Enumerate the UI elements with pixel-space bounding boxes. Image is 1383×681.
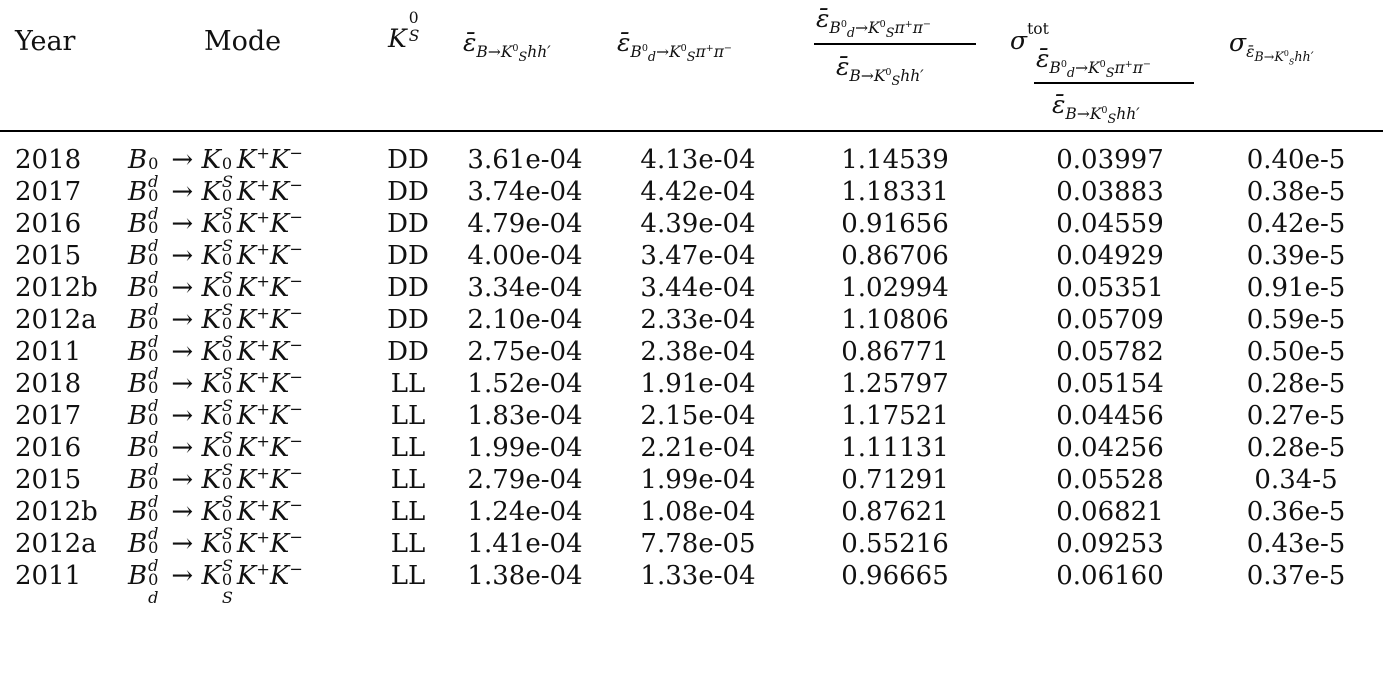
- cell-year: 2016: [15, 209, 82, 239]
- table-row: [0, 271, 1383, 319]
- cell-sigma-tot: 0.04456: [1056, 401, 1164, 431]
- cell-ks: LL: [390, 401, 426, 431]
- cell-ks: LL: [390, 369, 426, 399]
- cell-sigma-tot: 0.04256: [1056, 433, 1164, 463]
- cell-eff-hh: 4.00e-04: [467, 241, 583, 271]
- cell-ks: LL: [390, 529, 426, 559]
- cell-ks: DD: [387, 273, 429, 303]
- cell-ratio: 0.91656: [841, 209, 949, 239]
- header-sigma-tot-numerator: $\varepsilon̄_{B^0_d\to K^0_S\pi^+\pi^-}$: [1036, 44, 1151, 81]
- cell-mode: B 0 d → K 0 S K+K−: [128, 495, 303, 543]
- table-row: [0, 175, 1383, 223]
- cell-mode: B 0 d → K 0 S K+K−: [128, 463, 303, 511]
- cell-mode: B 0 d → K 0 S K+K−: [128, 207, 303, 255]
- cell-year: 2018: [15, 145, 82, 175]
- cell-sigma-eff: 0.39e-5: [1246, 241, 1346, 271]
- header-rule: [0, 130, 1383, 132]
- cell-eff-pipi: 2.21e-04: [640, 433, 756, 463]
- cell-year: 2012b: [15, 497, 98, 527]
- table-row: [0, 431, 1383, 479]
- header-ratio-fraction-bar: [814, 43, 976, 45]
- cell-year: 2015: [15, 241, 82, 271]
- cell-eff-hh: 3.34e-04: [467, 273, 583, 303]
- cell-mode: B 0 d → K 0 S K+K−: [128, 303, 303, 351]
- table-row: [0, 495, 1383, 543]
- cell-sigma-eff: 0.27e-5: [1246, 401, 1346, 431]
- cell-sigma-eff: 0.34-5: [1254, 465, 1338, 495]
- cell-eff-pipi: 2.33e-04: [640, 305, 756, 335]
- header-ratio-numerator: $\varepsilon̄_{B^0_d\to K^0_S\pi^+\pi^-}$: [816, 4, 931, 41]
- cell-eff-pipi: 3.47e-04: [640, 241, 756, 271]
- cell-eff-pipi: 1.91e-04: [640, 369, 756, 399]
- cell-eff-pipi: 4.39e-04: [640, 209, 756, 239]
- cell-eff-hh: 1.24e-04: [467, 497, 583, 527]
- cell-ks: LL: [390, 561, 426, 591]
- cell-sigma-eff: 0.36e-5: [1246, 497, 1346, 527]
- cell-ratio: 1.02994: [841, 273, 949, 303]
- cell-eff-pipi: 2.38e-04: [640, 337, 756, 367]
- cell-mode: B 0 d → K 0 S K+K−: [128, 431, 303, 479]
- cell-year: 2017: [15, 177, 82, 207]
- cell-eff-hh: 4.79e-04: [467, 209, 583, 239]
- cell-eff-hh: 1.38e-04: [467, 561, 583, 591]
- cell-ratio: 1.10806: [841, 305, 949, 335]
- cell-eff-hh: 2.75e-04: [467, 337, 583, 367]
- cell-sigma-eff: 0.50e-5: [1246, 337, 1346, 367]
- cell-eff-hh: 1.52e-04: [467, 369, 583, 399]
- cell-mode: B 0 d → K 0 S K+K−: [128, 239, 303, 287]
- table-row: [0, 527, 1383, 575]
- table-row: [0, 143, 1383, 191]
- table-row: [0, 335, 1383, 383]
- table-row: [0, 303, 1383, 351]
- cell-ks: DD: [387, 177, 429, 207]
- cell-year: 2016: [15, 433, 82, 463]
- cell-sigma-tot: 0.06160: [1056, 561, 1164, 591]
- cell-ratio: 1.14539: [841, 145, 949, 175]
- cell-sigma-eff: 0.38e-5: [1246, 177, 1346, 207]
- cell-eff-hh: 1.99e-04: [467, 433, 583, 463]
- table-row: [0, 559, 1383, 607]
- cell-mode: B 0 d → K 0 S K+K−: [128, 335, 303, 383]
- header-ks: K 0 S: [388, 9, 420, 53]
- cell-year: 2012a: [15, 529, 97, 559]
- header-eff-pipi: $\varepsilon̄_{B^0_d\to K^0_S\pi^+\pi^-}$: [617, 28, 732, 65]
- cell-mode: B 0 d → K 0 S K+K−: [128, 367, 303, 415]
- cell-sigma-tot: 0.04929: [1056, 241, 1164, 271]
- cell-sigma-eff: 0.43e-5: [1246, 529, 1346, 559]
- cell-mode: B 0 d → K 0 S K+K−: [128, 175, 303, 223]
- cell-mode: B 0 d → K 0 S K+K−: [128, 399, 303, 447]
- cell-sigma-tot: 0.05351: [1056, 273, 1164, 303]
- cell-eff-hh: 1.41e-04: [467, 529, 583, 559]
- cell-sigma-tot: 0.05154: [1056, 369, 1164, 399]
- cell-sigma-tot: 0.05782: [1056, 337, 1164, 367]
- header-sigma-eff: $\sigma_{\varepsilon̄_{B\to K^0_Shh'}}$: [1229, 28, 1314, 67]
- cell-ratio: 1.18331: [841, 177, 949, 207]
- header-year: Year: [15, 26, 76, 57]
- cell-ks: LL: [390, 465, 426, 495]
- cell-mode: B 0 d → K 0 S K+K−: [128, 271, 303, 319]
- header-sigma-tot-fraction-bar: [1034, 82, 1194, 84]
- cell-mode: B 0 d → K 0 S K+K−: [128, 559, 303, 607]
- cell-year: 2017: [15, 401, 82, 431]
- cell-sigma-tot: 0.03883: [1056, 177, 1164, 207]
- cell-eff-pipi: 3.44e-04: [640, 273, 756, 303]
- cell-year: 2011: [15, 337, 82, 367]
- cell-eff-pipi: 2.15e-04: [640, 401, 756, 431]
- cell-ks: DD: [387, 209, 429, 239]
- table-row: [0, 399, 1383, 447]
- cell-year: 2011: [15, 561, 82, 591]
- cell-eff-hh: 3.61e-04: [467, 145, 583, 175]
- cell-ratio: 1.11131: [841, 433, 949, 463]
- cell-year: 2012b: [15, 273, 98, 303]
- cell-sigma-eff: 0.37e-5: [1246, 561, 1346, 591]
- table-row: [0, 239, 1383, 287]
- cell-ratio: 0.55216: [841, 529, 949, 559]
- cell-sigma-eff: 0.28e-5: [1246, 369, 1346, 399]
- cell-ratio: 0.86771: [841, 337, 949, 367]
- cell-ratio: 0.87621: [841, 497, 949, 527]
- cell-ks: DD: [387, 337, 429, 367]
- cell-sigma-tot: 0.09253: [1056, 529, 1164, 559]
- cell-sigma-eff: 0.59e-5: [1246, 305, 1346, 335]
- cell-eff-hh: 3.74e-04: [467, 177, 583, 207]
- cell-ratio: 1.17521: [841, 401, 949, 431]
- cell-sigma-tot: 0.05528: [1056, 465, 1164, 495]
- header-eff-hh: $\varepsilon̄_{B\to K^0_Shh'}$: [463, 28, 551, 65]
- cell-ks: DD: [387, 305, 429, 335]
- cell-eff-pipi: 4.42e-04: [640, 177, 756, 207]
- cell-eff-hh: 1.83e-04: [467, 401, 583, 431]
- header-mode: Mode: [204, 26, 282, 57]
- cell-year: 2012a: [15, 305, 97, 335]
- cell-year: 2018: [15, 369, 82, 399]
- cell-ks: DD: [387, 241, 429, 271]
- cell-eff-pipi: 4.13e-04: [640, 145, 756, 175]
- table-row: [0, 367, 1383, 415]
- cell-ks: DD: [387, 145, 429, 175]
- cell-eff-hh: 2.10e-04: [467, 305, 583, 335]
- cell-sigma-tot: 0.06821: [1056, 497, 1164, 527]
- cell-ks: LL: [390, 497, 426, 527]
- cell-sigma-eff: 0.28e-5: [1246, 433, 1346, 463]
- cell-sigma-tot: 0.05709: [1056, 305, 1164, 335]
- cell-year: 2015: [15, 465, 82, 495]
- table-row: [0, 463, 1383, 511]
- header-sigma-tot-symbol: $\sigma^{tot}$: [1010, 19, 1049, 55]
- cell-ratio: 0.71291: [841, 465, 949, 495]
- cell-ratio: 1.25797: [841, 369, 949, 399]
- cell-ratio: 0.96665: [841, 561, 949, 591]
- header-sigma-tot-denominator: $\varepsilon̄_{B\to K^0_Shh'}$: [1052, 90, 1140, 127]
- cell-sigma-tot: 0.04559: [1056, 209, 1164, 239]
- cell-eff-pipi: 7.78e-05: [640, 529, 756, 559]
- table-header: [0, 0, 1383, 132]
- cell-sigma-tot: 0.03997: [1056, 145, 1164, 175]
- cell-ratio: 0.86706: [841, 241, 949, 271]
- cell-mode: B 0 d → K 0 S K+K−: [128, 527, 303, 575]
- cell-sigma-eff: 0.40e-5: [1246, 145, 1346, 175]
- cell-mode: B 0 d → K 0 S K+K−: [128, 143, 303, 191]
- cell-eff-pipi: 1.33e-04: [640, 561, 756, 591]
- cell-ks: LL: [390, 433, 426, 463]
- cell-sigma-eff: 0.42e-5: [1246, 209, 1346, 239]
- cell-sigma-eff: 0.91e-5: [1246, 273, 1346, 303]
- cell-eff-hh: 2.79e-04: [467, 465, 583, 495]
- cell-eff-pipi: 1.08e-04: [640, 497, 756, 527]
- table-row: [0, 207, 1383, 255]
- header-ratio-denominator: $\varepsilon̄_{B\to K^0_Shh'}$: [836, 52, 924, 89]
- cell-eff-pipi: 1.99e-04: [640, 465, 756, 495]
